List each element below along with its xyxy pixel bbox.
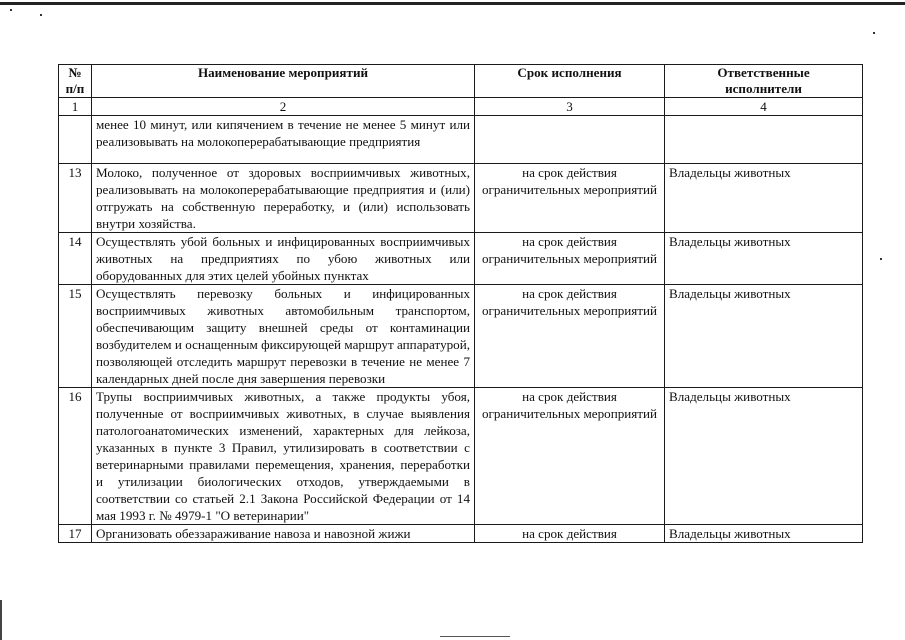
header-responsible [665, 65, 863, 98]
table-row [59, 233, 863, 285]
row-responsible: Владельцы животных [665, 164, 863, 233]
row-responsible: Владельцы животных [665, 388, 863, 525]
column-number: 1 [59, 98, 92, 116]
row-term: на срок действия ограничительных мероприятий [475, 388, 665, 525]
header-term: Срок исполнения [475, 65, 665, 98]
table-row [59, 285, 863, 388]
row-responsible: Владельцы животных [665, 525, 863, 543]
row-number: 17 [59, 525, 92, 543]
row-number [59, 116, 92, 164]
table-row [59, 388, 863, 525]
row-term: на срок действия [475, 525, 665, 543]
header-name: Наименование мероприятий [92, 65, 475, 98]
row-description: менее 10 минут, или кипячением в течение не менее 5 минут или реализовывать на молокоперерабатывающие предприятия [92, 116, 475, 164]
row-term: на срок действия ограничительных мероприятий [475, 233, 665, 285]
header-responsible-line2: исполнители [725, 81, 802, 96]
header-num-line1: № [68, 65, 82, 80]
row-description: Осуществлять перевозку больных и инфицированных восприимчивых животных автомобильным транспортом, обеспечивающим защиту внешней среды от контаминации возбудителем и оснащенным фиксирующей маршрут аппаратурой, позволяющей отследить маршрут перевозки в течение не менее 7 календарных дней после дня завершения перевозки [92, 285, 475, 388]
row-responsible: Владельцы животных [665, 233, 863, 285]
row-term [475, 116, 665, 164]
header-num [59, 65, 92, 98]
scan-bottom-mark [440, 636, 510, 637]
scan-speck [10, 9, 12, 11]
column-number: 2 [92, 98, 475, 116]
row-number: 16 [59, 388, 92, 525]
row-number: 14 [59, 233, 92, 285]
scan-speck [873, 32, 875, 34]
table-row [59, 164, 863, 233]
row-responsible: Владельцы животных [665, 285, 863, 388]
column-number: 4 [665, 98, 863, 116]
column-number: 3 [475, 98, 665, 116]
row-responsible [665, 116, 863, 164]
row-description: Трупы восприимчивых животных, а также продукты убоя, полученные от восприимчивых животных, в случае выявления патологоанатомических изменений, характерных для лейкоза, указанных в пункте 3 Правил, утилизировать в соответствии с ветеринарными правилами перемещения, хранения, переработки и утилизации биологических отходов, утверждаемыми в соответствии со статьей 2.1 Закона Российской Федерации от 14 мая 1993 г. № 4979-1 "О ветеринарии" [92, 388, 475, 525]
header-responsible-line1: Ответственные [717, 65, 810, 80]
header-row [59, 65, 863, 98]
scan-top-border [0, 2, 905, 5]
column-number-row [59, 98, 863, 116]
row-description: Молоко, полученное от здоровых восприимчивых животных, реализовывать на молокоперерабатывающие предприятия и (или) отгружать на собственную переработку, и (или) использовать внутри хозяйства. [92, 164, 475, 233]
row-description: Осуществлять убой больных и инфицированных восприимчивых животных на предприятиях по убою животных или оборудованных для этих целей убойных пунктах [92, 233, 475, 285]
scan-left-edge [0, 600, 2, 640]
scan-speck [40, 14, 42, 16]
row-number: 15 [59, 285, 92, 388]
measures-table [58, 64, 863, 543]
table-row-continuation [59, 116, 863, 164]
row-term: на срок действия ограничительных мероприятий [475, 164, 665, 233]
header-num-line2: п/п [65, 81, 85, 96]
table-row [59, 525, 863, 543]
row-number: 13 [59, 164, 92, 233]
scan-speck [880, 258, 882, 260]
row-term: на срок действия ограничительных мероприятий [475, 285, 665, 388]
row-description: Организовать обеззараживание навоза и навозной жижи [92, 525, 475, 543]
